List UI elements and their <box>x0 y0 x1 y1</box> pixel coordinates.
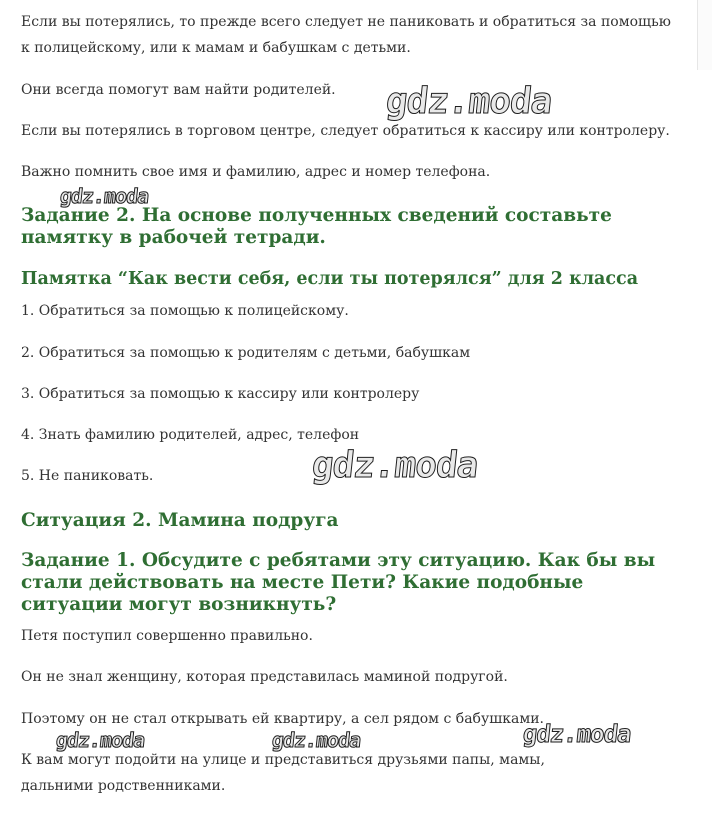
watermark-logo: gdz.moda <box>521 720 633 748</box>
memo-heading: Памятка “Как вести себя, если ты потерялся” для 2 класса <box>21 269 639 289</box>
watermark-logo: gdz.moda <box>270 728 362 752</box>
memo-item-5: 5. Не паниковать. <box>21 468 154 484</box>
task2-heading: Задание 2. На основе полученных сведений составьте памятку в рабочей тетради. <box>21 205 612 248</box>
paragraph-petya: Петя поступил совершенно правильно. <box>21 628 313 644</box>
paragraph-police: Если вы потерялись, то прежде всего следует не паниковать и обратиться за помощью к полицейскому, или к мамам и бабушкам с детьми. <box>21 14 671 56</box>
paragraph-woman: Он не знал женщину, которая представилась маминой подругой. <box>21 669 508 685</box>
watermark-logo: gdz.moda <box>383 81 554 122</box>
situation2-heading: Ситуация 2. Мамина подруга <box>21 510 339 531</box>
watermark-logo: gdz.moda <box>309 445 480 486</box>
task1-heading: Задание 1. Обсудите с ребятами эту ситуацию. Как бы вы стали действовать на месте Пети? Какие подобные ситуации могут возникнуть? <box>21 550 656 615</box>
memo-item-3: 3. Обратиться за помощью к кассиру или контролеру <box>21 386 420 402</box>
paragraph-help: Они всегда помогут вам найти родителей. <box>21 82 336 98</box>
memo-item-4: 4. Знать фамилию родителей, адрес, телефон <box>21 427 360 443</box>
watermark-logo: gdz.moda <box>58 184 150 208</box>
paragraph-remember: Важно помнить свое имя и фамилию, адрес и номер телефона. <box>21 164 491 180</box>
memo-item-1: 1. Обратиться за помощью к полицейскому. <box>21 303 349 319</box>
paragraph-mall: Если вы потерялись в торговом центре, следует обратиться к кассиру или контролеру. <box>21 123 670 139</box>
watermark-logo: gdz.moda <box>54 728 146 752</box>
memo-item-2: 2. Обратиться за помощью к родителям с детьми, бабушкам <box>21 345 471 361</box>
paragraph-strangers: К вам могут подойти на улице и представиться друзьями папы, мамы, дальними родственниками. <box>21 752 545 794</box>
scrollbar-edge[interactable] <box>697 0 712 70</box>
paragraph-grandmothers: Поэтому он не стал открывать ей квартиру, а сел рядом с бабушками. <box>21 711 545 727</box>
